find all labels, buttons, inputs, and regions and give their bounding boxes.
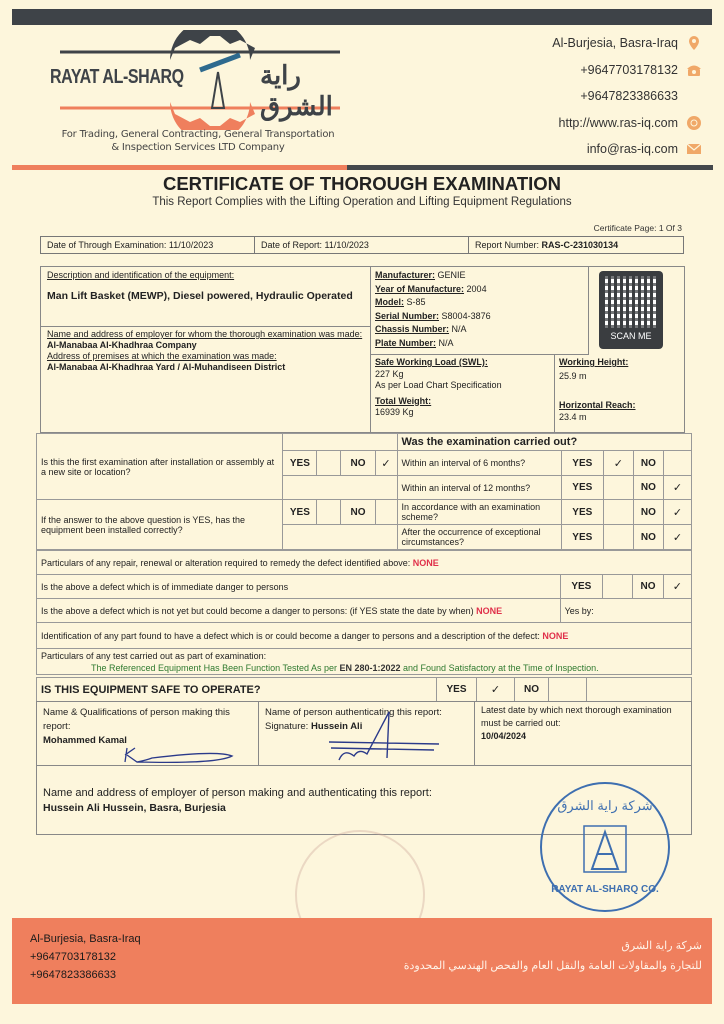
test-particulars: Particulars of any test carried out as part of examination: The Referenced Equipment Has Been Function Tested As per EN 280-1:2022 and Found Satisfactory at the Time of Inspection. <box>37 649 692 675</box>
scheme-yes-box[interactable] <box>603 500 633 525</box>
certificate-title: CERTIFICATE OF THOROUGH EXAMINATION <box>162 173 562 194</box>
yes-by-field: Yes by: <box>560 599 691 623</box>
report-maker: Name & Qualifications of person making this report: Mohammed Kamal <box>37 702 259 766</box>
exam-date: Date of Through Examination: 11/10/2023 <box>41 237 255 253</box>
company-name-en: RAYAT AL-SHARQ <box>50 66 184 88</box>
qr-code-icon[interactable] <box>599 271 663 349</box>
q1-no-box[interactable]: ✓ <box>375 451 397 476</box>
footer-contacts: Al-Burjesia, Basra-Iraq +9647703178132 +9647823386633 <box>30 933 141 981</box>
next-exam-date: 10/04/2024 <box>481 731 527 741</box>
6m-no-box[interactable] <box>663 451 691 476</box>
contact-email[interactable]: info@ras-iq.com <box>552 136 702 163</box>
report-date: Date of Report: 11/10/2023 <box>255 237 469 253</box>
carried-exceptional: After the occurrence of exceptional circumstances? <box>397 525 561 550</box>
equipment-specs: Manufacturer: GENIE Year of Manufacture: 2004 Model: S-85 Serial Number: S8004-3876 Chassis Number: N/A Plate Number: N/A <box>371 267 589 355</box>
company-name-ar: راية الشرق <box>260 60 333 121</box>
6m-yes-box[interactable]: ✓ <box>603 451 633 476</box>
repair-particulars: Particulars of any repair, renewal or alteration required to remedy the defect identified above: NONE <box>37 551 692 575</box>
location-pin-icon <box>686 35 702 51</box>
company-stamp: شركة راية الشرق RAYAT AL-SHARQ CO. <box>540 782 670 912</box>
equipment-section <box>40 266 685 433</box>
immediate-no-box[interactable]: ✓ <box>663 575 691 599</box>
carried-scheme: In accordance with an examination scheme? <box>397 500 561 525</box>
future-danger-question: Is the above a defect which is not yet but could become a danger to persons: (if YES state the date by when) NONE <box>37 599 561 623</box>
qr-code-panel[interactable] <box>589 267 685 355</box>
examination-questions-table: Is this the first examination after installation or assembly at a new site or location? Was the examination carried out? YES NO ✓ Within an interval of 6 months? YES ✓ NO Within an interval of 12 months? YES NO ✓ If the answer to the above question is YES, has the equipment been installed correctly? YES NO In accordance with an examination scheme? YES NO ✓ After the occurrence of exceptional circumstances? YES NO ✓ <box>36 433 692 550</box>
company-logo <box>40 30 360 130</box>
report-number: Report Number: RAS-C-231030134 <box>475 240 619 250</box>
globe-icon <box>686 115 702 131</box>
phone-icon <box>686 62 702 78</box>
load-weight-info: Safe Working Load (SWL): 227 Kg As per Load Chart Specification Total Weight: 16939 Kg <box>371 355 555 433</box>
divider-dark <box>347 165 713 170</box>
defect-identification: Identification of any part found to have a defect which is or could become a danger to persons and a description of the defect: NONE <box>37 623 692 649</box>
header-top-bar <box>12 9 712 25</box>
date-bar <box>40 236 684 254</box>
contact-phone-2[interactable]: +9647823386633 <box>580 89 678 104</box>
maker-signature <box>97 740 237 766</box>
safe-to-operate-table: IS THIS EQUIPMENT SAFE TO OPERATE? YES ✓ NO <box>36 677 692 702</box>
next-examination: Latest date by which next thorough examination must be carried out: 10/04/2024 <box>475 702 691 766</box>
scheme-no-box[interactable]: ✓ <box>663 500 691 525</box>
exceptional-no-box[interactable]: ✓ <box>663 525 691 550</box>
q2-yes-box[interactable] <box>317 500 341 525</box>
stamp-pumpjack-icon <box>582 824 628 874</box>
envelope-icon <box>686 141 702 157</box>
equipment-description: Description and identification of the equipment: Man Lift Basket (MEWP), Diesel powered, Hydraulic Operated <box>41 267 371 327</box>
contact-list <box>552 30 702 163</box>
contact-phone-1[interactable]: +9647703178132 <box>552 57 702 84</box>
company-tagline: For Trading, General Contracting, General Transportation & Inspection Services LTD Company <box>61 129 335 153</box>
maker-name: Mohammed Kamal <box>43 735 127 746</box>
q1-yes-box[interactable] <box>317 451 341 476</box>
certificate-page-number: Certificate Page: 1 Of 3 <box>593 223 682 233</box>
safe-to-operate-question: IS THIS EQUIPMENT SAFE TO OPERATE? <box>37 678 437 702</box>
question-installed-correctly: If the answer to the above question is YES, has the equipment been installed correctly? <box>37 500 283 550</box>
employer-info: Name and address of employer for whom the thorough examination was made: Al-Manabaa Al-Khadhraa Company Address of premises at which the examination was made: Al-Manabaa Al-Khadhraa Yard / Al-Muhandiseen District <box>41 327 371 433</box>
certificate-subtitle: This Report Complies with the Lifting Operation and Lifting Equipment Regulations <box>152 196 572 208</box>
safe-no-box[interactable] <box>549 678 587 702</box>
employer-of-reporter-value: Hussein Ali Hussein, Basra, Burjesia <box>43 802 226 814</box>
authenticator-name: Hussein Ali <box>310 721 363 732</box>
carried-out-title: Was the examination carried out? <box>397 434 691 451</box>
exceptional-yes-box[interactable] <box>603 525 633 550</box>
defects-table: Particulars of any repair, renewal or alteration required to remedy the defect identified above: NONE Is the above a defect which is of immediate danger to persons YES NO ✓ Is the above a defect which is not yet but could become a danger to persons: (if YES state the date by when) NONE Yes by: Identification of any part found to have a defect which is or could become a danger to persons and a description of the defect: NONE Particulars of any test carried out as part of examination: The Referenced Equipment Has Been Function Tested As per EN 280-1:2022 and Found Satisfactory at the Time of Inspection. <box>36 550 692 675</box>
height-reach-info: Working Height: 25.9 m Horizontal Reach: 23.4 m <box>559 357 636 422</box>
immediate-danger-question: Is the above a defect which is of immediate danger to persons <box>37 575 561 599</box>
12m-yes-box[interactable] <box>603 476 633 500</box>
12m-no-box[interactable]: ✓ <box>663 476 691 500</box>
divider-orange <box>12 165 347 170</box>
contact-address: Al-Burjesia, Basra-Iraq <box>552 30 702 57</box>
question-first-exam: Is this the first examination after installation or assembly at a new site or location? <box>37 434 283 500</box>
immediate-yes-box[interactable] <box>603 575 633 599</box>
footer-arabic: شركة راية الشرق للتجارة والمقاولات العامة والنقل العام والفحص الهندسي المحدودة <box>403 940 702 972</box>
carried-12-months: Within an interval of 12 months? <box>397 476 561 500</box>
employer-of-reporter: Name and address of employer of person making and authenticating this report: Hussein Ali Hussein, Basra, Burjesia <box>37 766 693 836</box>
report-authenticator: Name of person authenticating this report: Signature: Hussein Ali <box>259 702 475 766</box>
carried-6-months: Within an interval of 6 months? <box>397 451 561 476</box>
scan-me-label: SCAN ME <box>610 331 652 341</box>
safe-yes-box[interactable]: ✓ <box>477 678 515 702</box>
authenticator-signature <box>299 708 449 766</box>
q2-no-box[interactable] <box>375 500 397 525</box>
footer-bar <box>12 918 712 1004</box>
contact-website[interactable]: http://www.ras-iq.com <box>552 110 702 137</box>
